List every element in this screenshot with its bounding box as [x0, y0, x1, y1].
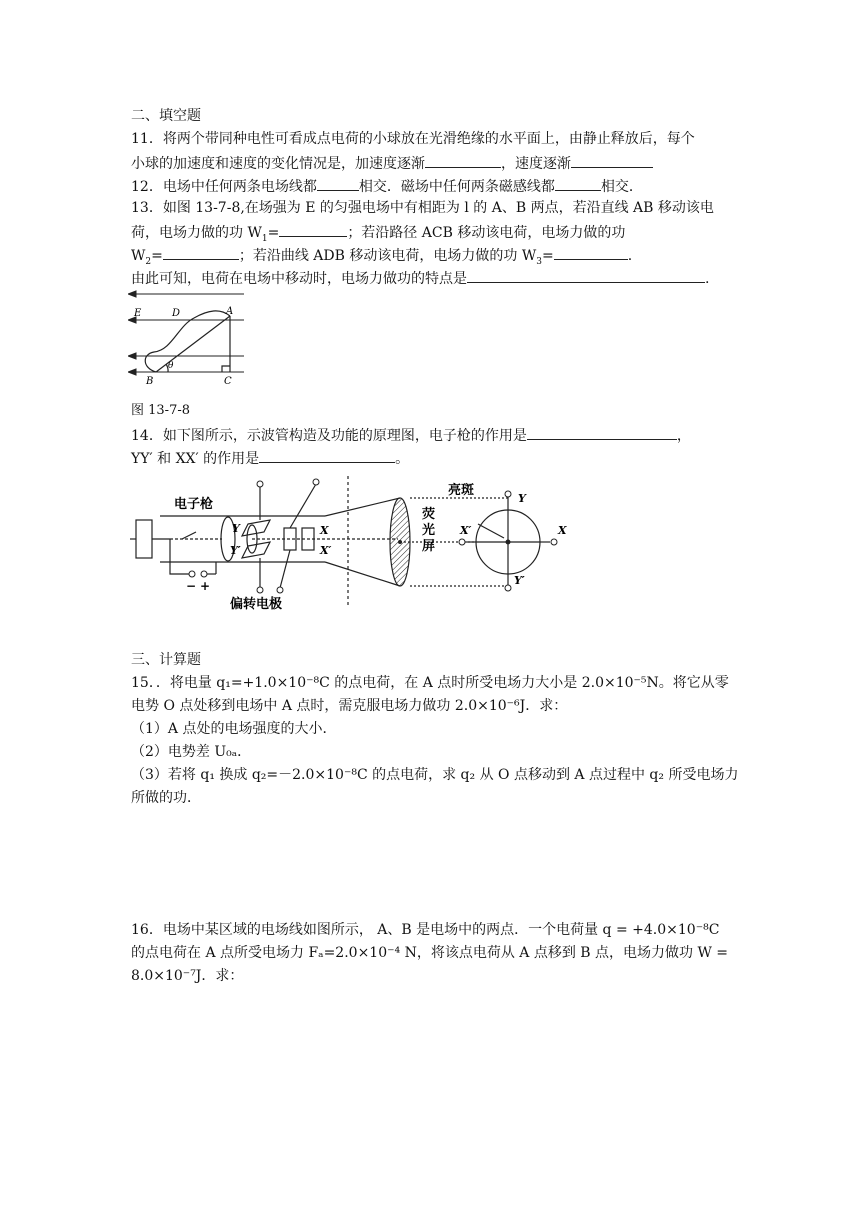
label-y-plate: Y [232, 522, 240, 535]
label-bright-spot: 亮斑 [448, 483, 475, 498]
q13-w1-sub: 1 [261, 233, 268, 244]
label-screen-x: X [558, 524, 567, 537]
q13-blank-w2[interactable] [163, 244, 239, 260]
label-screen-xprime: X′ [460, 524, 472, 537]
label-screen-yprime: Y′ [514, 574, 525, 587]
q12-text-c: 相交． [600, 179, 643, 195]
label-xprime-plate: X′ [320, 544, 332, 557]
label-electron-gun: 电子枪 [174, 497, 214, 512]
label-yprime-plate: Y′ [230, 544, 241, 557]
q13-blank-w1[interactable] [279, 221, 347, 237]
label-x-plate: X [320, 524, 329, 537]
label-screen-1: 荧 [422, 507, 436, 522]
q15-part3-cont: 所做的功． [131, 790, 201, 806]
q14-blank-gun[interactable] [527, 424, 677, 440]
q14-line2 [131, 447, 409, 469]
q12-blank-2[interactable] [555, 175, 601, 191]
q14-end: 。 [395, 451, 410, 467]
q13-acb-text: ；若沿路径 ACB 移动该电荷，电场力做的功 [347, 225, 626, 241]
fig1-label-theta: θ [168, 361, 174, 371]
q13-w1-label: 荷，电场力做的功 W [131, 225, 262, 241]
q14-text-b: YY′ 和 XX′ 的作用是 [131, 451, 260, 467]
q11-blank-accel[interactable] [425, 152, 501, 168]
fig1-caption: 图 13-7-8 [131, 403, 191, 418]
q16-line1: 16．电场中某区域的电场线如图所示， A、B 是电场中的两点．一个电荷量 q = +4.0×10⁻⁸C [131, 922, 720, 938]
fig1-label-a: A [226, 306, 234, 317]
q13-period: . [627, 248, 633, 264]
oscilloscope-diagram [130, 476, 570, 614]
q14-text-a: 14．如下图所示，示波管构造及功能的原理图，电子枪的作用是 [131, 428, 527, 444]
q13-eq2: = [151, 248, 163, 264]
label-plus: + [200, 579, 211, 593]
q13-adb-text: ；若沿曲线 ADB 移动该电荷，电场力做的功 W [238, 248, 537, 264]
label-screen-y: Y [518, 492, 526, 505]
q15-part3: （3）若将 q₁ 换成 q₂=－2.0×10⁻⁸C 的点电荷，求 q₂ 从 O 点移动到 A 点过程中 q₂ 所受电场力 [131, 767, 739, 783]
q16-line3: 8.0×10⁻⁷J．求： [131, 968, 244, 984]
section-calc-title: 三、计算题 [131, 652, 201, 668]
q12-blank-1[interactable] [317, 175, 359, 191]
q15-line1: 15．．将电量 q₁=+1.0×10⁻⁸C 的点电荷，在 A 点时所受电场力大小是 2.0×10⁻⁵N。将它从零 [131, 675, 729, 691]
q13-blank-feature[interactable] [467, 267, 705, 283]
q14-comma: ， [676, 428, 691, 444]
q13-end: . [705, 271, 710, 287]
section-fill-in-title: 二、填空题 [131, 108, 201, 124]
q11-line1: 11．将两个带同种电性可看成点电荷的小球放在光滑绝缘的水平面上，由静止释放后，每个 [131, 131, 695, 147]
q15-part2: （2）电势差 U₀ₐ． [131, 744, 252, 760]
q11-blank-velocity[interactable] [571, 152, 653, 168]
q13-feature-text: 由此可知，电荷在电场中移动时，电场力做功的特点是 [131, 271, 467, 287]
q13-w2-label: W [131, 248, 146, 264]
label-screen-3: 屏 [422, 539, 436, 554]
fig1-label-c: C [224, 376, 232, 387]
q13-w2-sub: 2 [145, 256, 152, 267]
q13-blank-w3[interactable] [554, 244, 628, 260]
fig1-label-e: E [134, 308, 142, 319]
q14-line1 [131, 424, 691, 446]
q16-line2: 的点电荷在 A 点所受电场力 Fₐ=2.0×10⁻⁴ N，将该点电荷从 A 点移到 B 点，电场力做功 W = [131, 945, 729, 961]
fig1-label-d: D [172, 308, 181, 319]
q15-line2: 电势 O 点处移到电场中 A 点时，需克服电场力做功 2.0×10⁻⁶J．求： [131, 698, 568, 714]
label-screen-2: 光 [422, 523, 436, 538]
label-minus: − [186, 579, 197, 593]
q12-text-b: 相交．磁场中任何两条磁感线都 [358, 179, 555, 195]
q15-part1: （1）A 点处的电场强度的大小． [131, 721, 337, 737]
q11-text-a: 小球的加速度和速度的变化情况是，加速度逐渐 [131, 156, 425, 172]
q13-eq: = [267, 225, 280, 241]
label-deflection-electrodes: 偏转电极 [230, 597, 283, 612]
q11-line2 [131, 152, 653, 174]
q13-line1: 13．如图 13-7-8,在场强为 E 的匀强电场中有相距为 l 的 A、B 两点，若沿直线 AB 移动该电 [131, 200, 714, 216]
q11-text-b: ，速度逐渐 [501, 156, 571, 172]
q14-blank-deflect[interactable] [259, 447, 395, 463]
figure-13-7-8 [128, 286, 248, 390]
fig1-label-b: B [146, 376, 154, 387]
q13-eq3: = [541, 248, 554, 264]
q13-w3-sub: 3 [536, 256, 542, 267]
q12-line [131, 175, 643, 197]
q12-text-a: 12．电场中任何两条电场线都 [131, 179, 317, 195]
